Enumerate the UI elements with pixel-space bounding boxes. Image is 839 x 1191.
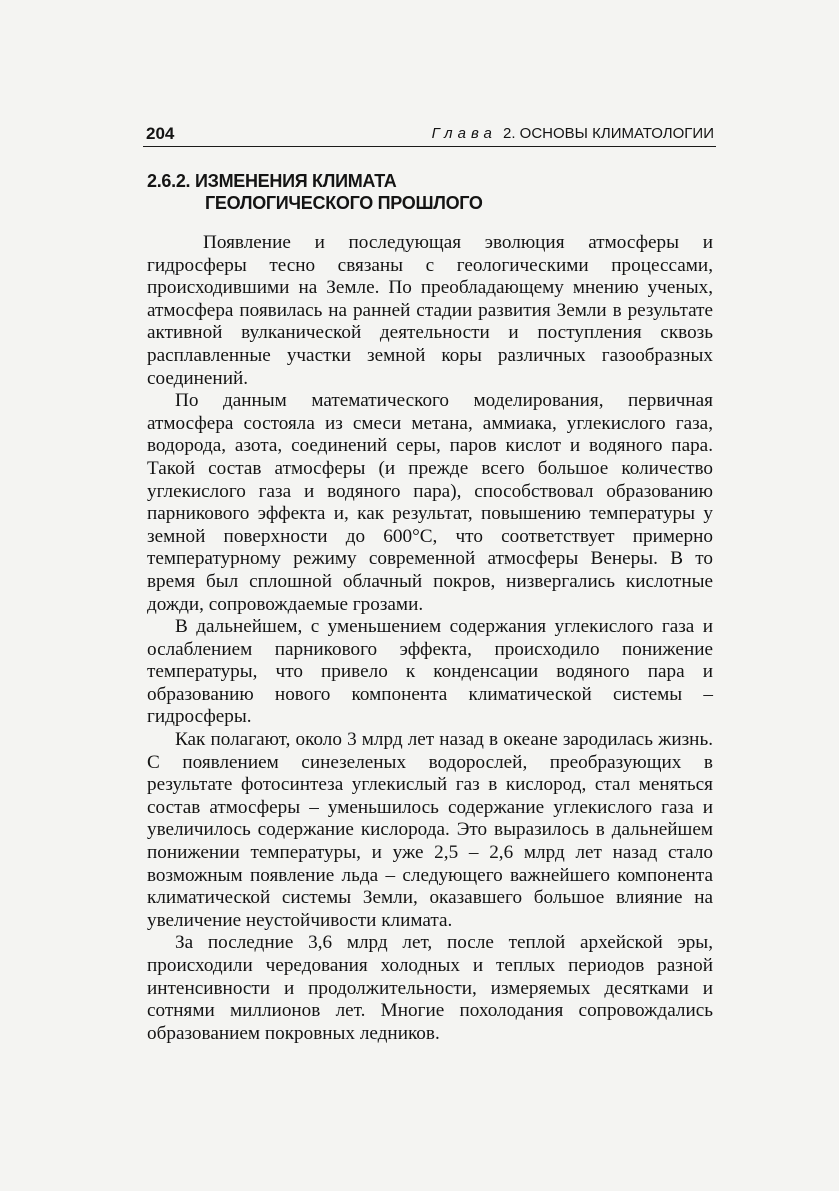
section-title-line2: ГЕОЛОГИЧЕСКОГО ПРОШЛОГО <box>205 193 483 213</box>
paragraph-4: Как полагают, около 3 млрд лет назад в океане зародилась жизнь. С появлением синезеленых водорослей, преобразующих в результате фотосинтеза углекислый газ в кислород, стал меняться состав атмосферы – уменьшилось содержание углекислого газа и увеличилось содержание кислорода. Это выразилось в дальнейшем понижении температуры, и уже 2,5 – 2,6 млрд лет назад стало возможным появление льда – следующего важнейшего компонента климатической системы Земли, оказавшего большое влияние на увеличение неустойчивости климата. <box>147 729 713 931</box>
paragraph-2: По данным математического моделирования, первичная атмосфера состояла из смеси метана, аммиака, углекислого газа, водорода, азота, соединений серы, паров кислот и водяного пара. Такой состав атмосферы (и прежде всего большое количество углекислого газа и водяного пара), способствовал образованию парникового эффекта и, как результат, повышению температуры у земной поверхности до 600°С, что соответствует примерно температурному режиму современной атмосферы Венеры. В то время был сплошной облачный покров, низвергались кислотные дожди, сопровождаемые грозами. <box>147 390 713 615</box>
body-text <box>147 232 713 1045</box>
chapter-title: 2. ОСНОВЫ КЛИМАТОЛОГИИ <box>502 125 714 142</box>
chapter-word: Глава <box>431 125 497 142</box>
page-number: 204 <box>146 124 175 143</box>
section-number: 2.6.2. <box>147 171 191 191</box>
paragraph-5: За последние 3,6 млрд лет, после теплой архейской эры, происходили чередования холодных и теплых периодов разной интенсивности и продолжительности, измеряемых десятками и сотнями миллионов лет. Многие похолодания сопровождались образованием покровных ледников. <box>147 932 713 1044</box>
section-heading <box>147 170 483 214</box>
paragraph-1: Появление и последующая эволюция атмосферы и гидросферы тесно связаны с геологическими процессами, происходившими на Земле. По преобладающему мнению ученых, атмосфера появилась на ранней стадии развития Земли в результате активной вулканической деятельности и поступления сквозь расплавленные участки земной коры различных газообразных соединений. <box>147 232 713 389</box>
chapter-reference <box>432 125 714 142</box>
running-head <box>143 124 716 147</box>
section-title-line1: ИЗМЕНЕНИЯ КЛИМАТА <box>194 171 397 191</box>
paragraph-3: В дальнейшем, с уменьшением содержания углекислого газа и ослаблением парникового эффекта, происходило понижение температуры, что привело к конденсации водяного пара и образованию нового компонента климатической системы – гидросферы. <box>147 616 713 728</box>
